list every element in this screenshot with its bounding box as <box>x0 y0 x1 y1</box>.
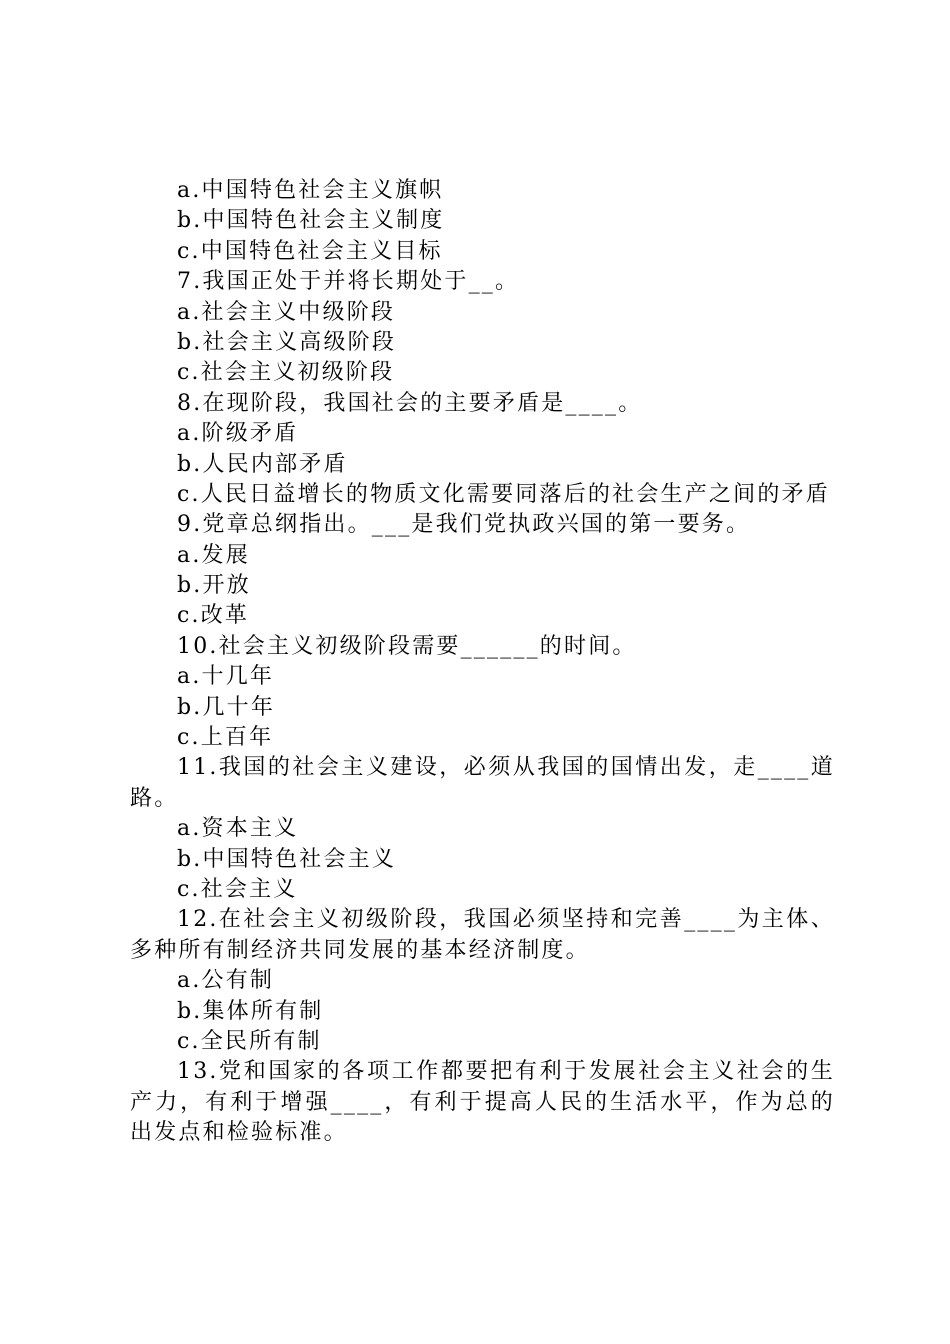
question-10: 10.社会主义初级阶段需要______的时间。 <box>177 633 637 659</box>
option-line: a.发展 <box>177 542 250 568</box>
question-9: 9.党章总纲指出。___是我们党执政兴国的第一要务。 <box>177 512 751 538</box>
option-line: a.十几年 <box>177 664 275 690</box>
option-line: c.上百年 <box>177 725 274 751</box>
option-line: b.集体所有制 <box>177 998 324 1024</box>
option-line: b.人民内部矛盾 <box>177 451 348 477</box>
option-line: a.公有制 <box>177 968 275 994</box>
option-line: a.社会主义中级阶段 <box>177 299 396 325</box>
document-body <box>130 176 835 1149</box>
option-line: b.几十年 <box>177 694 276 720</box>
option-line: b.中国特色社会主义 <box>177 846 397 872</box>
option-line: b.中国特色社会主义制度 <box>177 208 445 234</box>
option-line: c.中国特色社会主义目标 <box>177 238 443 264</box>
question-13: 13.党和国家的各项工作都要把有利于发展社会主义社会的生产力，有利于增强____，有利于提高人民的生活水平，作为总的出发点和检验标准。 <box>130 1059 835 1146</box>
option-line: a.资本主义 <box>177 816 299 842</box>
question-7: 7.我国正处于并将长期处于__。 <box>177 269 520 295</box>
option-line: c.人民日益增长的物质文化需要同落后的社会生产之间的矛盾 <box>177 481 830 507</box>
option-line: a.中国特色社会主义旗帜 <box>177 178 444 203</box>
question-12: 12.在社会主义初级阶段，我国必须坚持和完善____为主体、多种所有制经济共同发展的基本经济制度。 <box>130 907 835 963</box>
option-line: c.社会主义初级阶段 <box>177 360 395 386</box>
option-line: b.社会主义高级阶段 <box>177 329 397 355</box>
question-8: 8.在现阶段，我国社会的主要矛盾是____。 <box>177 390 643 416</box>
question-11: 11.我国的社会主义建设，必须从我国的国情出发，走____道路。 <box>130 755 835 811</box>
option-line: b.开放 <box>177 573 251 599</box>
option-line: c.社会主义 <box>177 877 298 903</box>
option-line: a.阶级矛盾 <box>177 421 299 447</box>
option-line: c.全民所有制 <box>177 1029 322 1055</box>
option-line: c.改革 <box>177 603 250 629</box>
